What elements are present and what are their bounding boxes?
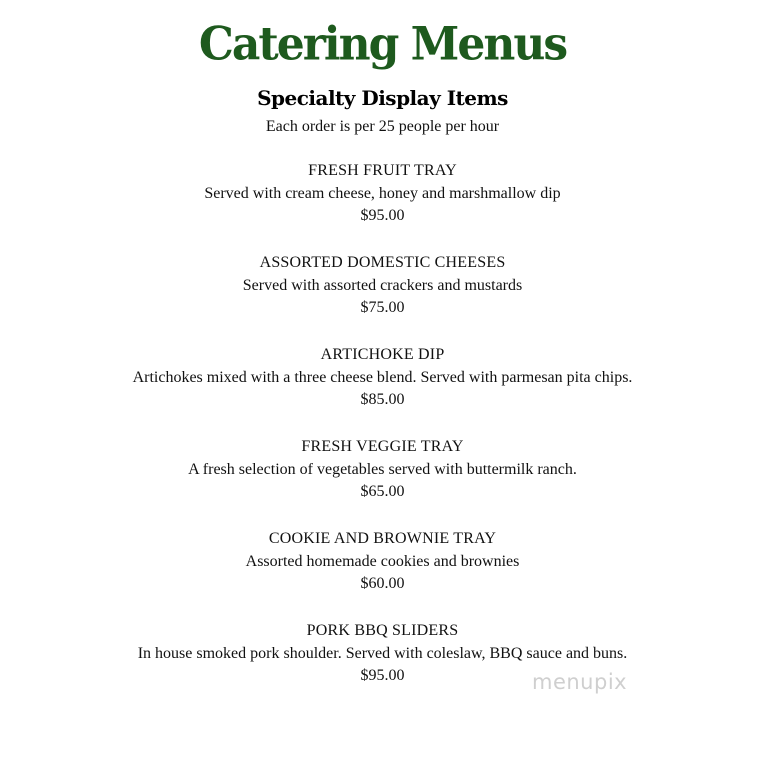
- menu-item: [0, 160, 765, 252]
- menu-item: [0, 252, 765, 344]
- menu-item-description: In house smoked pork shoulder. Served with coleslaw, BBQ sauce and buns.: [137, 644, 628, 662]
- menu-item-price: $60.00: [360, 575, 405, 592]
- menu-item-price: $95.00: [360, 667, 405, 684]
- menu-items-list: [0, 160, 765, 712]
- menu-item: [0, 344, 765, 436]
- page-title: Catering Menus: [198, 17, 567, 72]
- menu-item-name: FRESH VEGGIE TRAY: [301, 438, 464, 455]
- order-note: Each order is per 25 people per hour: [265, 118, 500, 135]
- menu-item-description: Artichokes mixed with a three cheese blend. Served with parmesan pita chips.: [132, 368, 633, 386]
- menu-item-price: $65.00: [360, 483, 405, 500]
- menu-item-price: $85.00: [360, 391, 405, 408]
- menu-item-price: $75.00: [360, 299, 405, 316]
- menu-item: [0, 528, 765, 620]
- menu-item-name: ASSORTED DOMESTIC CHEESES: [259, 254, 506, 271]
- menu-item-name: COOKIE AND BROWNIE TRAY: [268, 530, 497, 547]
- menu-item-description: A fresh selection of vegetables served with buttermilk ranch.: [188, 460, 577, 478]
- menu-item-description: Assorted homemade cookies and brownies: [245, 552, 520, 570]
- menupix-watermark: menupix: [532, 670, 628, 694]
- menu-item-name: FRESH FRUIT TRAY: [308, 162, 457, 179]
- menu-item-name: PORK BBQ SLIDERS: [306, 622, 459, 639]
- menu-item: [0, 436, 765, 528]
- menu-item-name: ARTICHOKE DIP: [320, 346, 445, 363]
- menu-item: [0, 620, 765, 712]
- menu-item-description: Served with cream cheese, honey and marshmallow dip: [204, 184, 561, 202]
- menu-item-description: Served with assorted crackers and mustards: [242, 276, 523, 294]
- menu-item-price: $95.00: [360, 207, 405, 224]
- section-heading: Specialty Display Items: [257, 86, 508, 110]
